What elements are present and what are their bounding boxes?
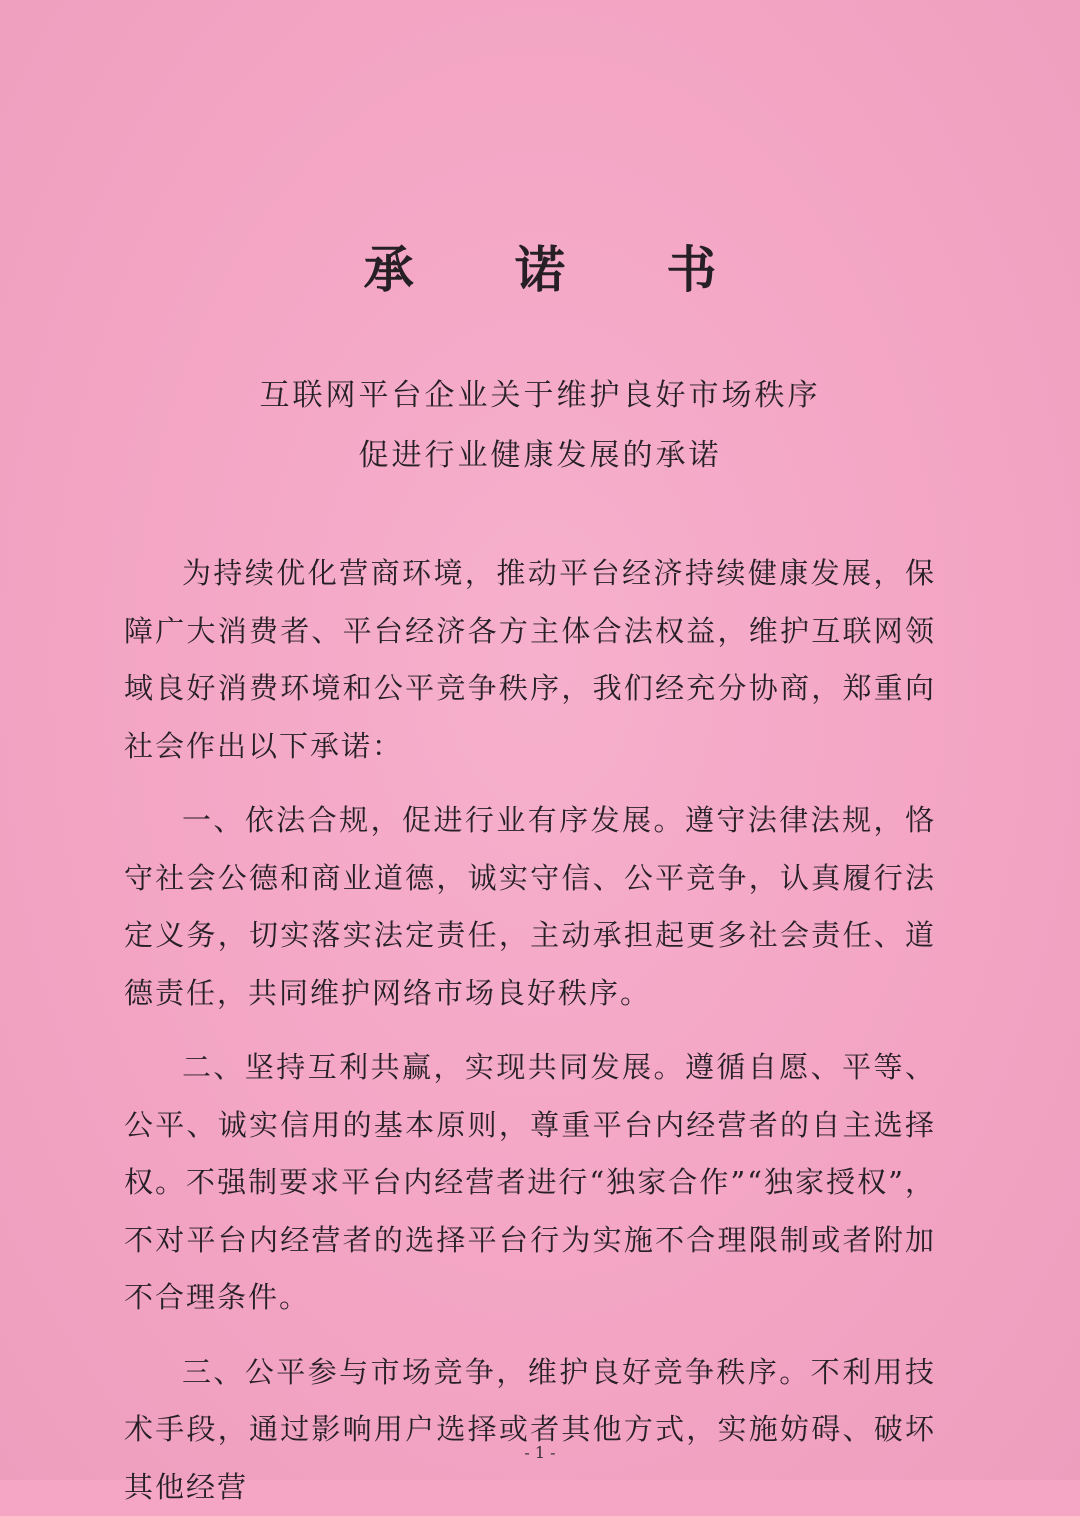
document-subtitle-line1: 互联网平台企业关于维护良好市场秩序 (0, 376, 1080, 416)
paragraph-item-3: 三、公平参与市场竞争，维护良好竞争秩序。不利用技术手段，通过影响用户选择或者其他方式，实施妨碍、破坏其他经营 (124, 1344, 936, 1516)
page-number: - 1 - (0, 1443, 1080, 1463)
document-title: 承 诺 书 (0, 238, 1080, 302)
paragraph-item-1: 一、依法合规，促进行业有序发展。遵守法律法规，恪守社会公德和商业道德，诚实守信、公平竞争，认真履行法定义务，切实落实法定责任，主动承担起更多社会责任、道德责任，共同维护网络市场良好秩序。 (124, 792, 936, 1022)
document-subtitle-line2: 促进行业健康发展的承诺 (0, 436, 1080, 476)
paragraph-intro: 为持续优化营商环境，推动平台经济持续健康发展，保障广大消费者、平台经济各方主体合法权益，维护互联网领域良好消费环境和公平竞争秩序，我们经充分协商，郑重向社会作出以下承诺： (124, 545, 936, 775)
document-body (124, 545, 936, 1516)
paragraph-item-2: 二、坚持互利共赢，实现共同发展。遵循自愿、平等、公平、诚实信用的基本原则，尊重平台内经营者的自主选择权。不强制要求平台内经营者进行“独家合作”“独家授权”，不对平台内经营者的选择平台行为实施不合理限制或者附加不合理条件。 (124, 1039, 936, 1327)
